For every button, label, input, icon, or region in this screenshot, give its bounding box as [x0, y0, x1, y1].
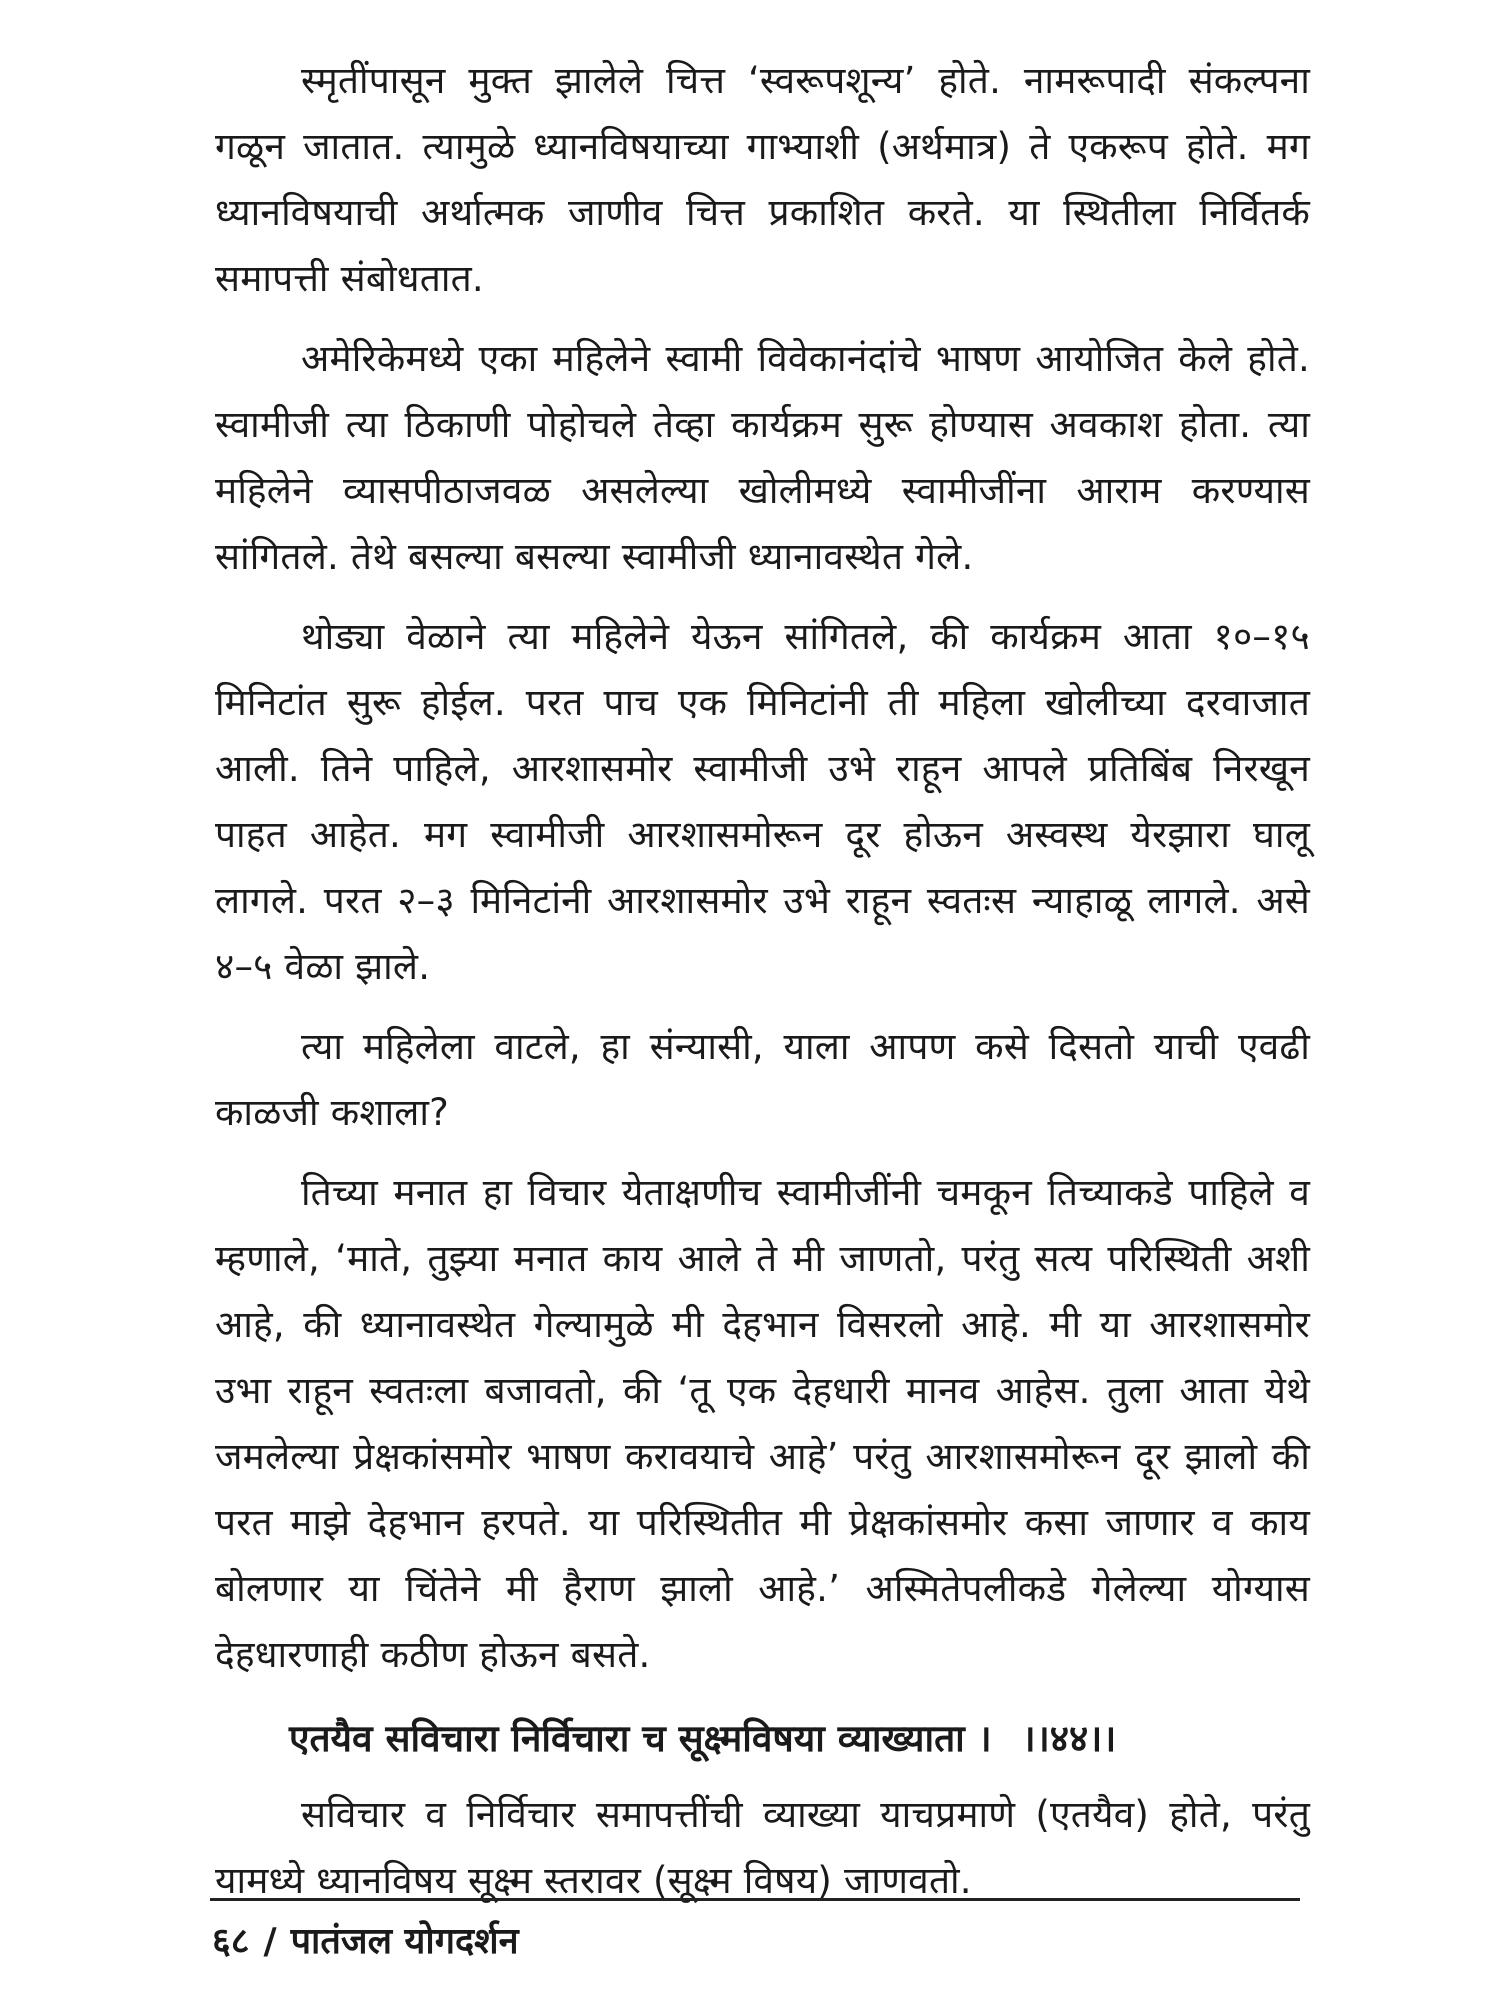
paragraph-sutra-explanation: सविचार व निर्विचार समापत्तींची व्याख्या याचप्रमाणे (एतयैव) होते, परंतु यामध्ये ध्यानविषय सूक्ष्म स्तरावर (सूक्ष्म विषय) जाणवतो. [215, 1793, 1310, 1902]
page-number: ६८ [212, 1921, 250, 1962]
paragraph-story-intro: अमेरिकेमध्ये एका महिलेने स्वामी विवेकानंदांचे भाषण आयोजित केले होते. स्वामीजी त्या ठिकाणी पोहोचले तेव्हा कार्यक्रम सुरू होण्यास अवकाश होता. त्या महिलेने व्यासपीठाजवळ असलेल्या खोलीमध्ये स्वामीजींना आराम करण्यास सांगितले. तेथे बसल्या बसल्या स्वामीजी ध्यानावस्थेत गेले. [215, 337, 1310, 578]
paragraph-swamiji-reply: तिच्या मनात हा विचार येताक्षणीच स्वामीजींनी चमकून तिच्याकडे पाहिले व म्हणाले, ‘माते, तुझ्या मनात काय आले ते मी जाणतो, परंतु सत्य परिस्थिती अशी आहे, की ध्यानावस्थेत गेल्यामुळे मी देहभान विसरलो आहे. मी या आरशासमोर उभा राहून स्वतःला बजावतो, की ‘तू एक देहधारी मानव आहेस. तुला आता येथे जमलेल्या प्रेक्षकांसमोर भाषण करावयाचे आहे’ परंतु आरशासमोरून दूर झालो की परत माझे देहभान हरपते. या परिस्थितीत मी प्रेक्षकांसमोर कसा जाणार व काय बोलणार या चिंतेने मी हैराण झालो आहे.’ अस्मितेपलीकडे गेलेल्या योग्यास देहधारणाही कठीण होऊन बसते. [215, 1171, 1310, 1676]
sutra-text: एतयैव सविचारा निर्विचारा च सूक्ष्मविषया व्याख्याता । [289, 1717, 992, 1760]
paragraph-nirvitarka: स्मृतींपासून मुक्त झालेले चित्त ‘स्वरूपशून्य’ होते. नामरूपादी संकल्पना गळून जातात. त्यामुळे ध्यानविषयाच्या गाभ्याशी (अर्थमात्र) ते एकरूप होते. मग ध्यानविषयाची अर्थात्मक जाणीव चित्त प्रकाशित करते. या स्थितीला निर्वितर्क समापत्ती संबोधतात. [215, 59, 1310, 300]
footer-divider [210, 1898, 1300, 1901]
paragraph-story-mirror: थोड्या वेळाने त्या महिलेने येऊन सांगितले, की कार्यक्रम आता १०–१५ मिनिटांत सुरू होईल. परत पाच एक मिनिटांनी ती महिला खोलीच्या दरवाजात आली. तिने पाहिले, आरशासमोर स्वामीजी उभे राहून आपले प्रतिबिंब निरखून पाहत आहेत. मग स्वामीजी आरशासमोरून दूर होऊन अस्वस्थ येरझारा घालू लागले. परत २–३ मिनिटांनी आरशासमोर उभे राहून स्वतःस न्याहाळू लागले. असे ४–५ वेळा झाले. [215, 615, 1310, 988]
book-title: पातंजल योगदर्शन [290, 1921, 519, 1962]
paragraph-woman-thought: त्या महिलेला वाटले, हा संन्यासी, याला आपण कसे दिसतो याची एवढी काळजी कशाला? [215, 1025, 1310, 1134]
footer-separator: / [263, 1921, 277, 1962]
sutra-verse [215, 1706, 1310, 1772]
sutra-number: ।।४४।। [1021, 1717, 1117, 1760]
page-footer [212, 1918, 519, 1966]
page-body [215, 48, 1310, 1928]
